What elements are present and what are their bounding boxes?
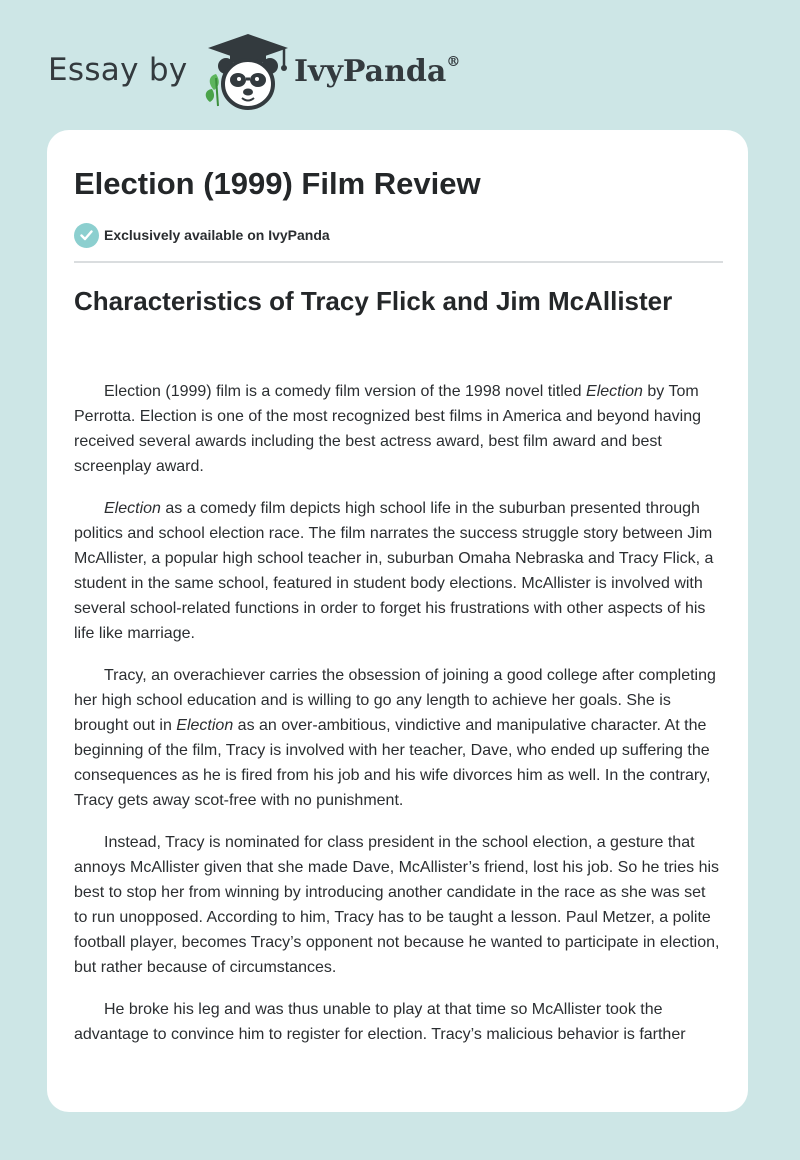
divider (74, 261, 723, 263)
essay-by-label: Essay by (48, 52, 188, 88)
registered-mark: ® (446, 54, 461, 70)
panda-graduate-logo[interactable] (200, 32, 296, 112)
page-title: Election (1999) Film Review (74, 166, 481, 201)
essay-card (47, 130, 748, 1112)
check-circle-icon (74, 223, 99, 248)
paragraph: Election as a comedy film depicts high school life in the suburban presented through politics and school election race. The film narrates the success struggle story between Jim McAllister, a popular high school teacher in, suburban Omaha Nebraska and Tracy Flick, a student in the same school, featured in student body elections. McAllister is involved with several school-related functions in order to forget his frustrations with other aspects of his life like marriage. (74, 500, 714, 642)
paragraph: Election (1999) film is a comedy film version of the 1998 novel titled Election by Tom Perrotta. Election is one of the most recognized best films in America and beyond having received several awards including the best actress award, best film award and best screenplay award. (74, 383, 702, 475)
brand-name-text[interactable]: IvyPanda (294, 54, 447, 89)
paragraph: Tracy, an overachiever carries the obsession of joining a good college after completing her high school education and is willing to go any length to achieve her goals. She is brought out in Election as an over-ambitious, vindictive and manipulative character. At the beginning of the film, Tracy is involved with her teacher, Dave, who ended up suffering the consequences as he is fired from his job and his wife divorces him as well. In the contrary, Tracy gets away scot-free with no punishment. (74, 667, 716, 809)
site-header (48, 30, 508, 112)
paragraph: He broke his leg and was thus unable to play at that time so McAllister took the advantage to convince him to register for election. Tracy’s malicious behavior is farther (74, 1001, 686, 1043)
exclusive-badge (74, 222, 723, 248)
article-body (74, 379, 723, 1064)
section-title: Characteristics of Tracy Flick and Jim McAllister (74, 286, 673, 316)
brand-name[interactable] (294, 54, 460, 89)
paragraph: Instead, Tracy is nominated for class president in the school election, a gesture that annoys McAllister given that she made Dave, McAllister’s friend, lost his job. So he tries his best to stop her from winning by introducing another candidate in the race as she was set to run unopposed. According to him, Tracy has to be taught a lesson. Paul Metzer, a polite football player, becomes Tracy’s opponent not because he wanted to participate in election, but rather because of circumstances. (74, 834, 720, 976)
exclusive-label: Exclusively available on IvyPanda (104, 227, 330, 243)
